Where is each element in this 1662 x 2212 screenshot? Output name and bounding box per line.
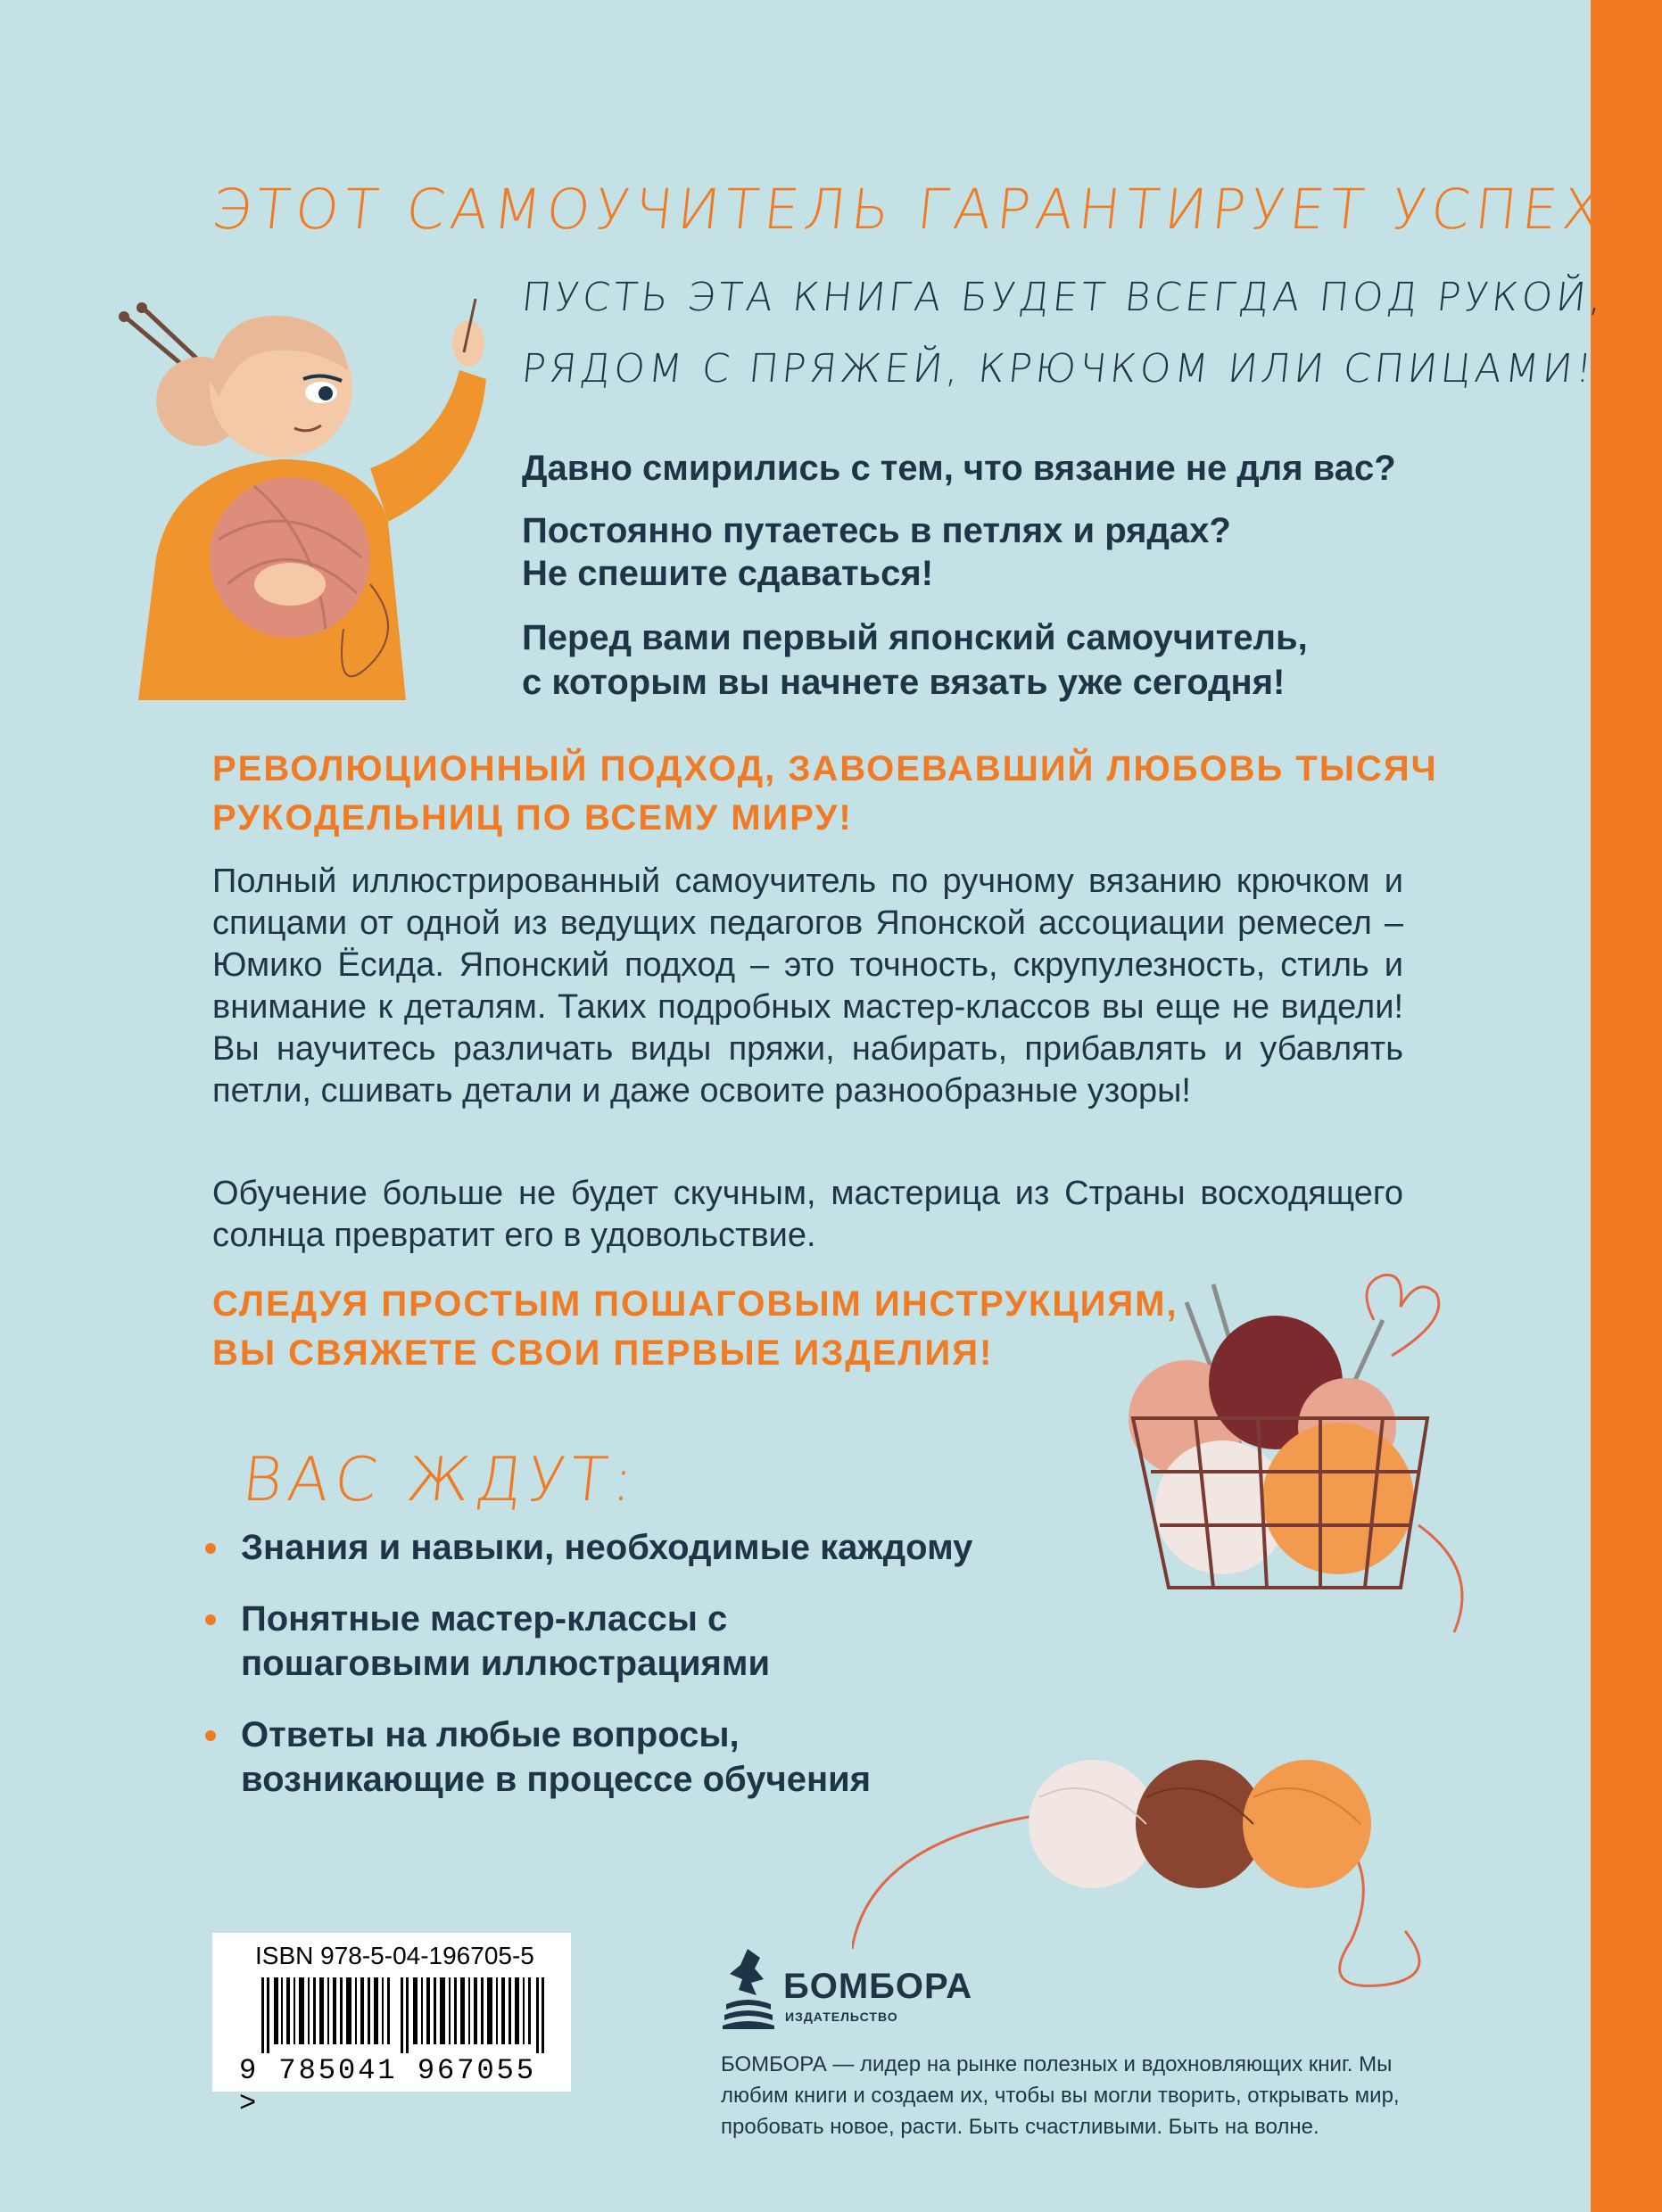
tagline-line2: РЯДОМ С ПРЯЖЕЙ, КРЮЧКОМ ИЛИ СПИЦАМИ!: [519, 346, 1598, 392]
question-3-line1: Перед вами первый японский самоучитель,: [522, 618, 1308, 657]
tagline-line1: ПУСТЬ ЭТА КНИГА БУДЕТ ВСЕГДА ПОД РУКОЙ,: [519, 275, 1608, 320]
barcode-box: [212, 1933, 571, 2120]
bullet-dot-icon: [205, 1543, 216, 1554]
knitting-girl-illustration: [103, 290, 486, 700]
section1-heading-line1: РЕВОЛЮЦИОННЫЙ ПОДХОД, ЗАВОЕВАВШИЙ ЛЮБОВЬ ТЫСЯЧ: [212, 749, 1438, 788]
bullet-dot-icon: [205, 1730, 216, 1741]
section2-heading-line2: ВЫ СВЯЖЕТЕ СВОИ ПЕРВЫЕ ИЗДЕЛИЯ!: [212, 1333, 994, 1373]
section1-paragraph1: Полный иллюстрированный самоучитель по ручному вязанию крючком и спицами от одной из ведущих педагогов Японской ассоциации ремесел – Юмико Ёсида. Японский подход – это точность, скрупулезность, стиль и внимание к деталям. Таких подробных мастер-классов вы еще не видели! Вы научитесь различать виды пряжи, набирать, прибавлять и убавлять петли, сшивать детали и даже освоите разнообразные узоры!: [212, 863, 1403, 1110]
publisher-sub: ИЗДАТЕЛЬСТВО: [785, 2010, 898, 2024]
question-3-line2: с которым вы начнете вязать уже сегодня!: [522, 663, 1286, 702]
orange-spine-stripe: [1591, 0, 1662, 2212]
yarn-balls-illustration: [852, 1708, 1476, 1993]
yarn-basket-illustration: [1097, 1258, 1490, 1641]
publisher-name: БОМБОРА: [783, 1967, 973, 2006]
awaits-item-text: Знания и навыки, необходимые каждому: [241, 1528, 973, 1567]
publisher-description: БОМБОРА — лидер на рынке полезных и вдохновляющих книг. Мы любим книги и создаем их, чтобы вы могли творить, открывать мир, пробовать новое, расти. Быть счастливыми. Быть на волне.: [721, 2052, 1400, 2139]
barcode-icon: [261, 1977, 556, 2053]
question-2-line2: Не спешите сдаваться!: [522, 554, 934, 593]
headline: ЭТОТ САМОУЧИТЕЛЬ ГАРАНТИРУЕТ УСПЕХ!: [209, 177, 1637, 242]
awaits-item-text: Понятные мастер-классы с пошаговыми иллюстрациями: [241, 1599, 771, 1683]
awaits-item: [205, 1597, 830, 1686]
awaits-item-text: Ответы на любые вопросы, возникающие в процессе обучения: [241, 1715, 872, 1799]
awaits-item: [205, 1713, 955, 1802]
section2-heading-line1: СЛЕДУЯ ПРОСТЫМ ПОШАГОВЫМ ИНСТРУКЦИЯМ,: [212, 1284, 1178, 1324]
awaits-title: ВАС ЖДУТ:: [238, 1445, 642, 1515]
barcode-digits: 9 785041 967055 >: [239, 2054, 537, 2120]
section1-paragraph2: Обучение больше не будет скучным, мастерица из Страны восходящего солнца превратит его в удовольствие.: [212, 1175, 1403, 1254]
question-2-line1: Постоянно путаетесь в петлях и рядах?: [522, 511, 1231, 550]
bullet-dot-icon: [205, 1614, 216, 1625]
bombora-logo-icon: [721, 1949, 776, 2029]
question-1: Давно смирились с тем, что вязание не для вас?: [522, 449, 1396, 488]
section1-heading-line2: РУКОДЕЛЬНИЦ ПО ВСЕМУ МИРУ!: [212, 798, 853, 838]
awaits-item: [205, 1525, 1008, 1570]
isbn-label: ISBN 978-5-04-196705-5: [255, 1942, 534, 1969]
